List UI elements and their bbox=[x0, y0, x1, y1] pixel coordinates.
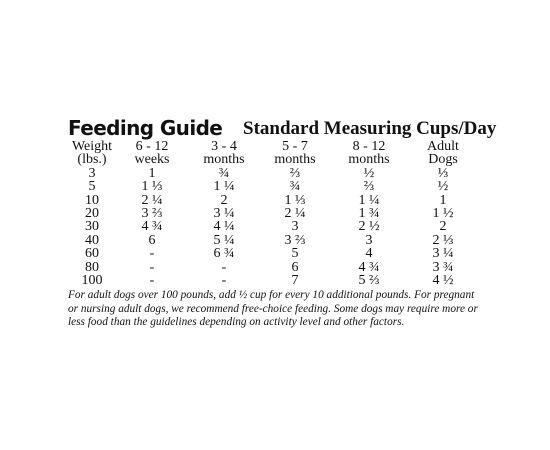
header-adult-dogs bbox=[408, 140, 478, 167]
table-cell: - bbox=[221, 259, 227, 275]
header-3-4-months bbox=[188, 140, 260, 167]
table-cell: 2 bbox=[439, 219, 447, 235]
table-cell: 3 ⅔ bbox=[284, 232, 306, 248]
table-cell: 2 ¼ bbox=[141, 192, 163, 208]
weight-cell: 100 bbox=[81, 273, 103, 289]
table-cell: 1 ¾ bbox=[358, 206, 380, 222]
header-line: weeks bbox=[134, 152, 170, 168]
table-cell: ¾ bbox=[218, 165, 230, 181]
table-cell: ⅓ bbox=[437, 165, 449, 181]
table-cell: ⅔ bbox=[289, 165, 301, 181]
weight-cell: 80 bbox=[85, 259, 99, 275]
table-cell: 5 ¼ bbox=[213, 232, 235, 248]
header-row bbox=[68, 140, 478, 167]
table-cell: 4 ½ bbox=[432, 273, 454, 289]
table-cell: 3 bbox=[291, 219, 299, 235]
weight-cell: 10 bbox=[85, 192, 99, 208]
table-cell: 2 ¼ bbox=[284, 206, 306, 222]
table-header bbox=[68, 140, 478, 167]
table-cell: 1 ⅓ bbox=[141, 179, 163, 195]
weight-cell: 60 bbox=[85, 246, 99, 262]
table-row bbox=[68, 167, 478, 180]
weight-cell: 20 bbox=[85, 206, 99, 222]
table-body bbox=[68, 167, 478, 288]
table-cell: 3 ¼ bbox=[213, 206, 235, 222]
header-line: months bbox=[274, 152, 316, 168]
feeding-guide-title: Feeding Guide bbox=[68, 116, 223, 140]
table-row bbox=[68, 207, 478, 220]
header-line: (lbs.) bbox=[77, 152, 107, 168]
header-line: 3 - 4 bbox=[211, 139, 237, 154]
table-cell: 2 ⅓ bbox=[432, 232, 454, 248]
table-cell: 1 bbox=[148, 165, 156, 181]
table-cell: 6 bbox=[148, 232, 156, 248]
weight-cell: 30 bbox=[85, 219, 99, 235]
table-cell: 1 ¼ bbox=[358, 192, 380, 208]
table-row bbox=[68, 180, 478, 193]
table-cell: 4 bbox=[365, 246, 373, 262]
table-cell: 3 ¼ bbox=[432, 246, 454, 262]
weight-cell: 5 bbox=[88, 179, 96, 195]
header-weight bbox=[68, 140, 116, 167]
table-cell: 3 bbox=[365, 232, 373, 248]
table-cell: - bbox=[149, 259, 155, 275]
header-line: Adult bbox=[427, 139, 459, 154]
weight-cell: 3 bbox=[88, 165, 96, 181]
header-8-12-months bbox=[330, 140, 408, 167]
table-cell: 4 ¾ bbox=[141, 219, 163, 235]
table-cell: 5 ⅔ bbox=[358, 273, 380, 289]
table-row bbox=[68, 261, 478, 274]
table-cell: 6 ¾ bbox=[213, 246, 235, 262]
table-cell: - bbox=[221, 273, 227, 289]
table-row bbox=[68, 247, 478, 260]
table-cell: ⅔ bbox=[363, 179, 375, 195]
table-cell: ½ bbox=[437, 179, 449, 195]
feeding-table bbox=[68, 140, 478, 287]
table-cell: 4 ¼ bbox=[213, 219, 235, 235]
feeding-note: For adult dogs over 100 pounds, add ½ cup for every 10 additional pounds. For pregnant or nursing adult dogs, we recommend free-choice feeding. Some dogs may require more or less food than the guidelines depending on activity level and other factors. bbox=[68, 289, 478, 329]
header-6-12-weeks bbox=[116, 140, 188, 167]
table-row bbox=[68, 194, 478, 207]
table-cell: ¾ bbox=[289, 179, 301, 195]
table-cell: 1 bbox=[439, 192, 447, 208]
table-cell: 5 bbox=[291, 246, 299, 262]
header-5-7-months bbox=[260, 140, 330, 167]
title-row bbox=[68, 116, 497, 140]
table-cell: 3 ⅔ bbox=[141, 206, 163, 222]
table-row bbox=[68, 220, 478, 233]
header-line: months bbox=[203, 152, 245, 168]
table-cell: - bbox=[149, 273, 155, 289]
header-line: 8 - 12 bbox=[352, 139, 386, 154]
weight-cell: 40 bbox=[85, 232, 99, 248]
table-row bbox=[68, 274, 478, 287]
table-cell: 4 ¾ bbox=[358, 259, 380, 275]
feeding-guide bbox=[68, 116, 497, 330]
table-cell: - bbox=[149, 246, 155, 262]
table-cell: 6 bbox=[291, 259, 299, 275]
table-cell: 3 ¾ bbox=[432, 259, 454, 275]
table-cell: 1 ½ bbox=[432, 206, 454, 222]
header-line: 6 - 12 bbox=[135, 139, 169, 154]
table-row bbox=[68, 234, 478, 247]
header-line: months bbox=[348, 152, 390, 168]
table-cell: 2 ½ bbox=[358, 219, 380, 235]
table-cell: 1 ¼ bbox=[213, 179, 235, 195]
header-line: Dogs bbox=[428, 152, 458, 168]
table-cell: ½ bbox=[363, 165, 375, 181]
header-line: Weight bbox=[71, 139, 113, 154]
table-cell: 1 ⅓ bbox=[284, 192, 306, 208]
table-cell: 7 bbox=[291, 273, 299, 289]
measuring-cups-subtitle: Standard Measuring Cups/Day bbox=[243, 118, 497, 139]
table-cell: 2 bbox=[220, 192, 228, 208]
header-line: 5 - 7 bbox=[282, 139, 308, 154]
